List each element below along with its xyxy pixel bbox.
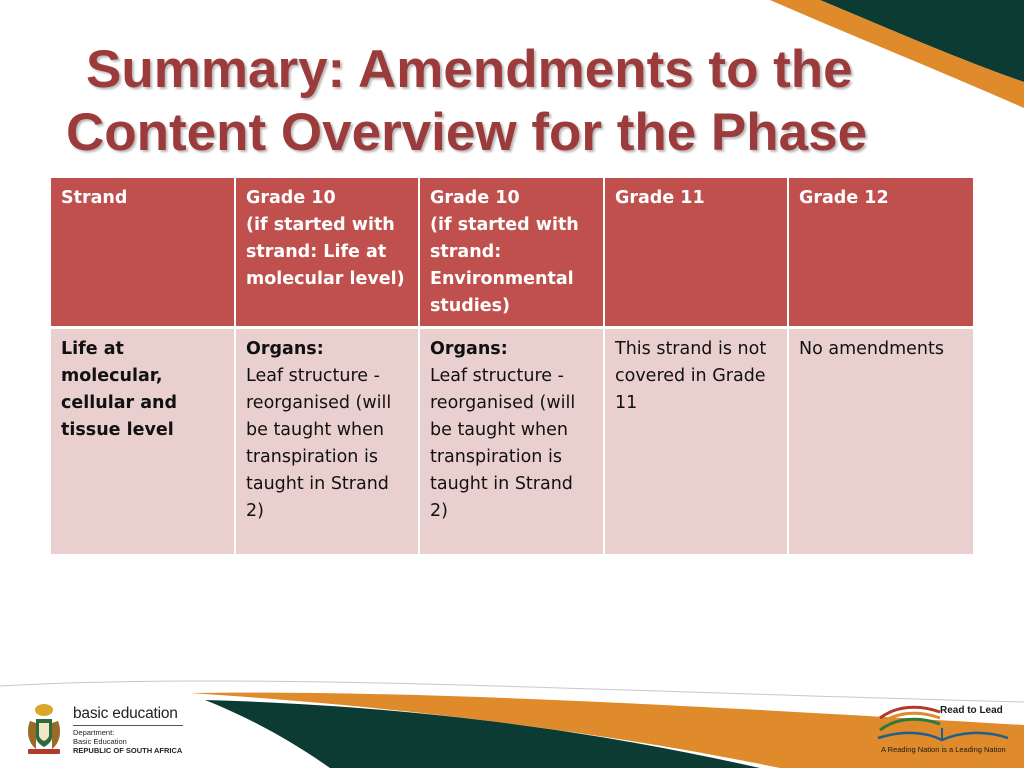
header-label: Grade 11 [615, 188, 705, 208]
header-sublabel: (if started with strand: Life at molecular level) [246, 215, 405, 289]
logo-divider [73, 725, 183, 726]
cell-text: Leaf structure - reorganised (will be taught when transpiration is taught in Strand 2) [246, 366, 392, 521]
header-label: Grade 10 [430, 188, 520, 208]
cell-bold-text: Organs: [246, 339, 324, 359]
header-label: Strand [61, 188, 128, 208]
cell-text: Leaf structure - reorganised (will be taught when transpiration is taught in Strand 2) [430, 366, 576, 521]
header-sublabel: (if started with strand: Environmental studies) [430, 215, 579, 316]
header-label: Grade 10 [246, 188, 336, 208]
coat-of-arms-icon [22, 701, 66, 757]
cell-text: No amendments [799, 339, 944, 359]
cell-text: This strand is not covered in Grade 11 [615, 339, 767, 413]
cell-bold-text: Organs: [430, 339, 508, 359]
cell-bold-text: Life at molecular, cellular and tissue level [61, 339, 178, 440]
basic-education-name: basic education [73, 705, 178, 722]
department-label: Department: [73, 728, 115, 737]
department-name: Basic Education [73, 737, 127, 746]
slide-title-line1: Summary: Amendments to the [86, 40, 853, 99]
slide-title-line2: Content Overview for the Phase [66, 103, 868, 162]
basic-education-logo [73, 705, 193, 755]
read-to-lead-title: Read to Lead [940, 705, 1003, 716]
republic-label: REPUBLIC OF SOUTH AFRICA [73, 746, 183, 755]
read-to-lead-tagline: A Reading Nation is a Leading Nation [881, 745, 1006, 754]
header-label: Grade 12 [799, 188, 889, 208]
